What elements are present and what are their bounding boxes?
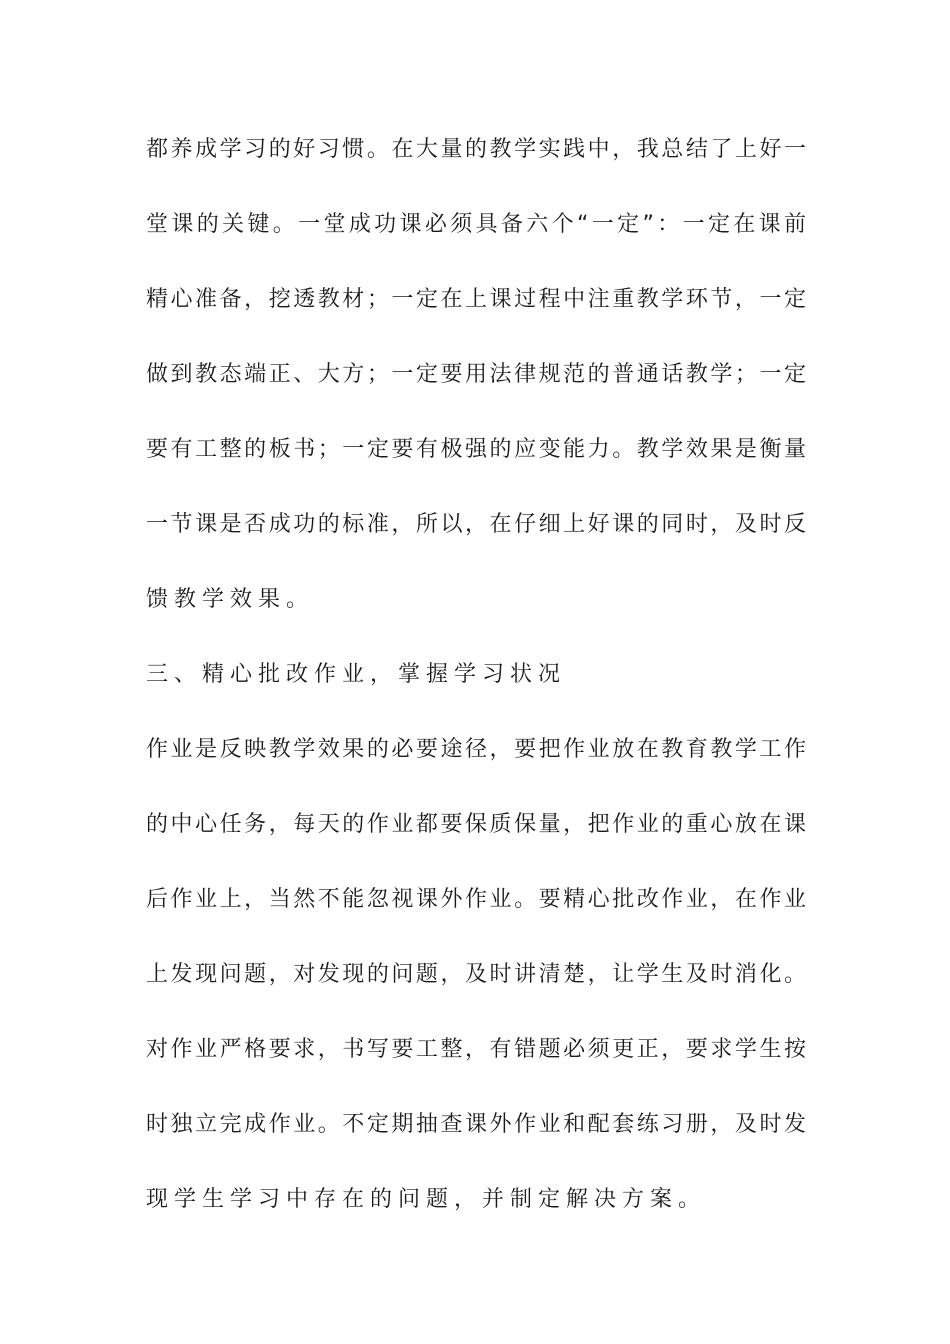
paragraph-line: 做到教态端正、大方；一定要用法律规范的普通话教学；一定 (146, 362, 806, 387)
paragraph-line: 现学生学习中存在的问题，并制定解决方案。 (146, 1187, 707, 1212)
paragraph-line: 一节课是否成功的标准，所以，在仔细上好课的同时，及时反 (146, 512, 806, 537)
paragraph-line: 作业是反映教学效果的必要途径，要把作业放在教育教学工作 (146, 737, 806, 762)
section-heading: 三、精心批改作业，掌握学习状况 (146, 662, 567, 687)
paragraph-line: 上发现问题，对发现的问题，及时讲清楚，让学生及时消化。 (146, 962, 806, 987)
paragraph-line: 后作业上，当然不能忽视课外作业。要精心批改作业，在作业 (146, 887, 806, 912)
paragraph-line: 堂课的关键。一堂成功课必须具备六个“一定”：一定在课前 (146, 212, 806, 237)
paragraph-line: 要有工整的板书；一定要有极强的应变能力。教学效果是衡量 (146, 437, 806, 462)
paragraph-line: 精心准备，挖透教材；一定在上课过程中注重教学环节，一定 (146, 287, 806, 312)
paragraph-line: 馈教学效果。 (146, 587, 315, 612)
paragraph-line: 的中心任务，每天的作业都要保质保量，把作业的重心放在课 (146, 812, 806, 837)
paragraph-line: 对作业严格要求，书写要工整，有错题必须更正，要求学生按 (146, 1037, 806, 1062)
paragraph-line: 时独立完成作业。不定期抽查课外作业和配套练习册，及时发 (146, 1112, 806, 1137)
paragraph-line: 都养成学习的好习惯。在大量的教学实践中，我总结了上好一 (146, 137, 806, 162)
